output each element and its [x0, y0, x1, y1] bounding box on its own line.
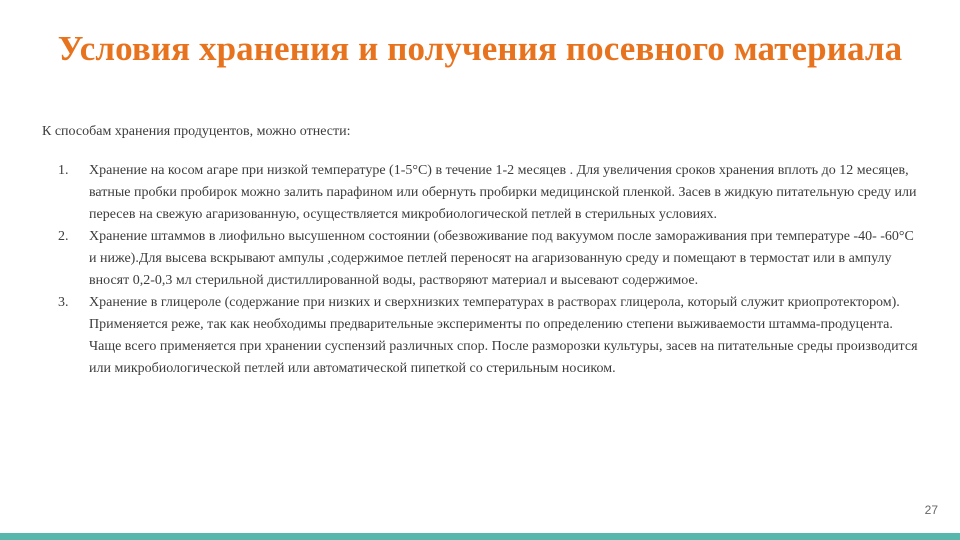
- list-item-text: Хранение штаммов в лиофильно высушенном состоянии (обезвоживание под вакуумом после замораживания при температуре -40- -60°С и ниже).Для высева вскрывают ампулы ,содержимое петлей переносят на агаризованную среду и помещают в термостат или в ампулу вносят 0,2-0,3 мл стерильной дистиллированной воды, растворяют материал и высевают содержимое.: [89, 229, 914, 288]
- list-item: [42, 226, 922, 292]
- storage-methods-list: [42, 160, 922, 380]
- list-item-text: Хранение на косом агаре при низкой температуре (1-5°С) в течение 1-2 месяцев . Для увеличения сроков хранения вплоть до 12 месяцев, ватные пробки пробирок можно залить парафином или обернуть пробирки медицинской пленкой. Засев в жидкую питательную среду или пересев на свежую агаризованную, осуществляется микробиологической петлей в стерильных условиях.: [89, 163, 917, 222]
- list-item-number: 2.: [58, 229, 69, 244]
- list-item-number: 1.: [58, 163, 69, 178]
- page-number: 27: [924, 503, 938, 517]
- list-item: [42, 292, 922, 380]
- list-item-text: Хранение в глицероле (содержание при низких и сверхнизких температурах в растворах глицерола, который служит криопротектором). Применяется реже, так как необходимы предварительные эксперименты по определению степени выживаемости штамма-продуцента. Чаще всего применяется при хранении суспензий различных спор. После разморозки культуры, засев на питательные среды производится или микробиологической петлей или автоматической пипеткой со стерильным носиком.: [89, 295, 918, 376]
- list-item: [42, 160, 922, 226]
- intro-text: К способам хранения продуцентов, можно отнести:: [42, 124, 351, 139]
- bottom-accent-bar: [0, 533, 960, 540]
- slide-title: Условия хранения и получения посевного материала: [57, 29, 903, 68]
- slide-body: [42, 121, 922, 380]
- list-item-number: 3.: [58, 295, 69, 310]
